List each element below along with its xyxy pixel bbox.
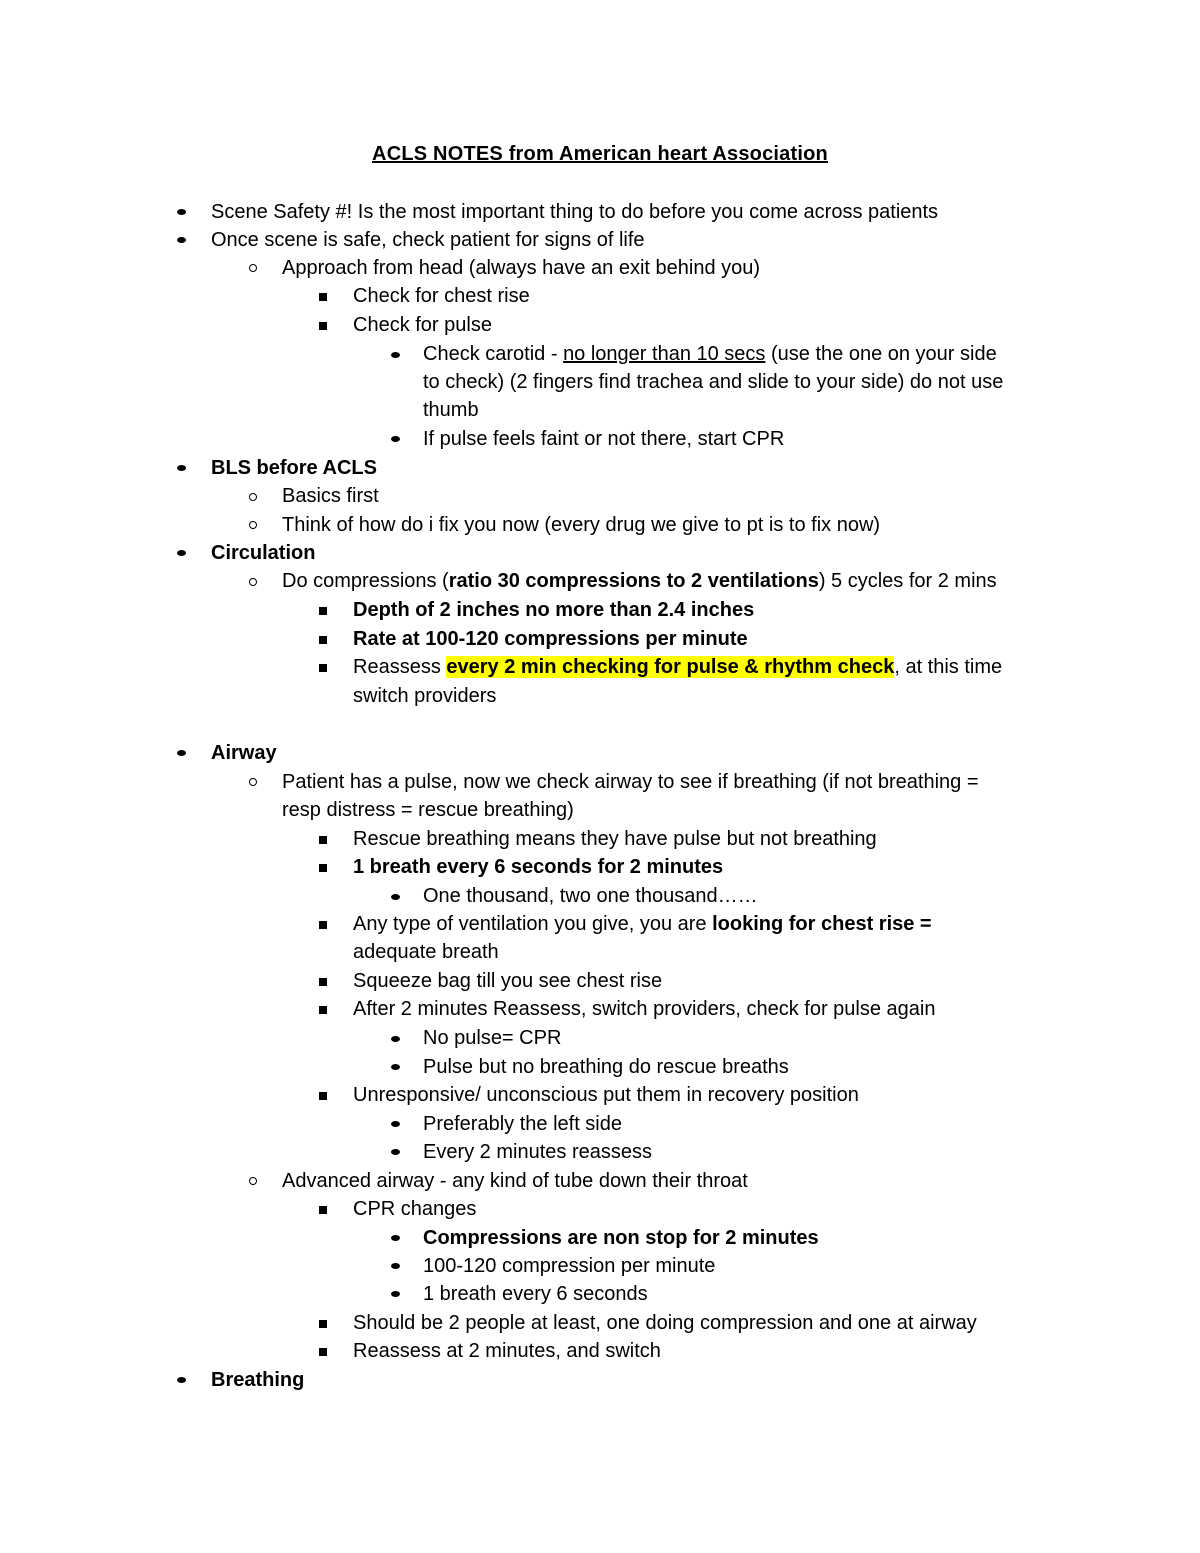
list-item: Check for pulse <box>353 314 492 336</box>
hollow-bullet-icon <box>249 578 257 586</box>
list-item: No pulse= CPR <box>423 1027 562 1049</box>
list-item: 1 breath every 6 seconds for 2 minutes <box>353 856 724 878</box>
list-item: CPR changes <box>353 1198 477 1220</box>
list-item: Once scene is safe, check patient for signs of life <box>211 229 645 251</box>
bullet-icon <box>391 1121 400 1127</box>
list-item: Rate at 100-120 compressions per minute <box>353 628 748 650</box>
list-item: Scene Safety #! Is the most important thing to do before you come across patients <box>211 201 939 223</box>
list-item <box>423 340 997 368</box>
bullet-icon <box>391 1149 400 1155</box>
list-item: Reassess at 2 minutes, and switch <box>353 1340 661 1362</box>
list-item: Every 2 minutes reassess <box>423 1141 652 1163</box>
bullet-icon <box>391 1263 400 1269</box>
square-bullet-icon <box>319 322 327 330</box>
list-item: Think of how do i fix you now (every drug we give to pt is to fix now) <box>282 514 881 536</box>
list-item: Advanced airway - any kind of tube down their throat <box>282 1170 748 1192</box>
list-item <box>353 653 1002 681</box>
square-bullet-icon <box>319 1092 327 1100</box>
square-bullet-icon <box>319 1320 327 1328</box>
square-bullet-icon <box>319 607 327 615</box>
list-item: Airway <box>211 742 277 764</box>
list-item: After 2 minutes Reassess, switch providers, check for pulse again <box>353 998 936 1020</box>
list-item: Should be 2 people at least, one doing compression and one at airway <box>353 1312 977 1334</box>
list-item: BLS before ACLS <box>211 457 377 479</box>
highlighted-text: every 2 min checking for pulse & rhythm check <box>446 656 895 678</box>
list-item: 1 breath every 6 seconds <box>423 1283 648 1305</box>
list-item: Pulse but no breathing do rescue breaths <box>423 1056 789 1078</box>
underlined-text: no longer than 10 secs <box>563 343 766 365</box>
list-item: 100-120 compression per minute <box>423 1255 716 1277</box>
bold-text: ratio 30 compressions to 2 ventilations <box>448 570 819 592</box>
square-bullet-icon <box>319 836 327 844</box>
list-item <box>282 567 997 595</box>
text-run: Do compressions ( <box>282 570 449 592</box>
square-bullet-icon <box>319 864 327 872</box>
list-item-continuation: thumb <box>423 399 479 421</box>
square-bullet-icon <box>319 664 327 672</box>
bullet-icon <box>177 209 186 215</box>
list-item: Basics first <box>282 485 379 507</box>
list-item: Rescue breathing means they have pulse but not breathing <box>353 828 877 850</box>
list-item: Compressions are non stop for 2 minutes <box>423 1227 819 1249</box>
bullet-icon <box>177 1377 186 1383</box>
list-item: Check for chest rise <box>353 285 530 307</box>
square-bullet-icon <box>319 921 327 929</box>
list-item: Squeeze bag till you see chest rise <box>353 970 663 992</box>
list-item-continuation: resp distress = rescue breathing) <box>282 799 574 821</box>
bullet-icon <box>391 1235 400 1241</box>
hollow-bullet-icon <box>249 778 257 786</box>
hollow-bullet-icon <box>249 521 257 529</box>
bullet-icon <box>391 1064 400 1070</box>
text-run: ) 5 cycles for 2 mins <box>818 570 997 592</box>
list-item: Approach from head (always have an exit behind you) <box>282 257 761 279</box>
list-item-continuation: to check) (2 fingers find trachea and slide to your side) do not use <box>423 371 1004 393</box>
bullet-icon <box>177 750 186 756</box>
bullet-icon <box>177 237 186 243</box>
bold-text: looking for chest rise = <box>712 913 932 935</box>
text-run: (use the one on your side <box>765 343 997 365</box>
square-bullet-icon <box>319 636 327 644</box>
square-bullet-icon <box>319 978 327 986</box>
bullet-icon <box>177 550 186 556</box>
text-run: Reassess <box>353 656 447 678</box>
square-bullet-icon <box>319 1006 327 1014</box>
hollow-bullet-icon <box>249 493 257 501</box>
list-item: Depth of 2 inches no more than 2.4 inches <box>353 599 755 621</box>
bullet-icon <box>391 1291 400 1297</box>
list-item-continuation: switch providers <box>353 685 497 707</box>
list-item: If pulse feels faint or not there, start CPR <box>423 428 785 450</box>
page-title: ACLS NOTES from American heart Association <box>372 143 828 165</box>
hollow-bullet-icon <box>249 264 257 272</box>
text-run: Check carotid - <box>423 343 564 365</box>
list-item: Breathing <box>211 1369 305 1391</box>
list-item: Preferably the left side <box>423 1113 622 1135</box>
text-run: Any type of ventilation you give, you are <box>353 913 713 935</box>
square-bullet-icon <box>319 293 327 301</box>
list-item: Patient has a pulse, now we check airway to see if breathing (if not breathing = <box>282 771 979 793</box>
bullet-icon <box>177 465 186 471</box>
bullet-icon <box>391 1036 400 1042</box>
list-item <box>353 910 932 938</box>
bullet-icon <box>391 436 400 442</box>
bullet-icon <box>391 352 400 358</box>
bullet-icon <box>391 894 400 900</box>
text-run: , at this time <box>894 656 1003 678</box>
square-bullet-icon <box>319 1348 327 1356</box>
hollow-bullet-icon <box>249 1177 257 1185</box>
list-item: One thousand, two one thousand…… <box>423 885 758 907</box>
list-item: Unresponsive/ unconscious put them in recovery position <box>353 1084 859 1106</box>
list-item: Circulation <box>211 542 316 564</box>
square-bullet-icon <box>319 1206 327 1214</box>
list-item-continuation: adequate breath <box>353 941 499 963</box>
